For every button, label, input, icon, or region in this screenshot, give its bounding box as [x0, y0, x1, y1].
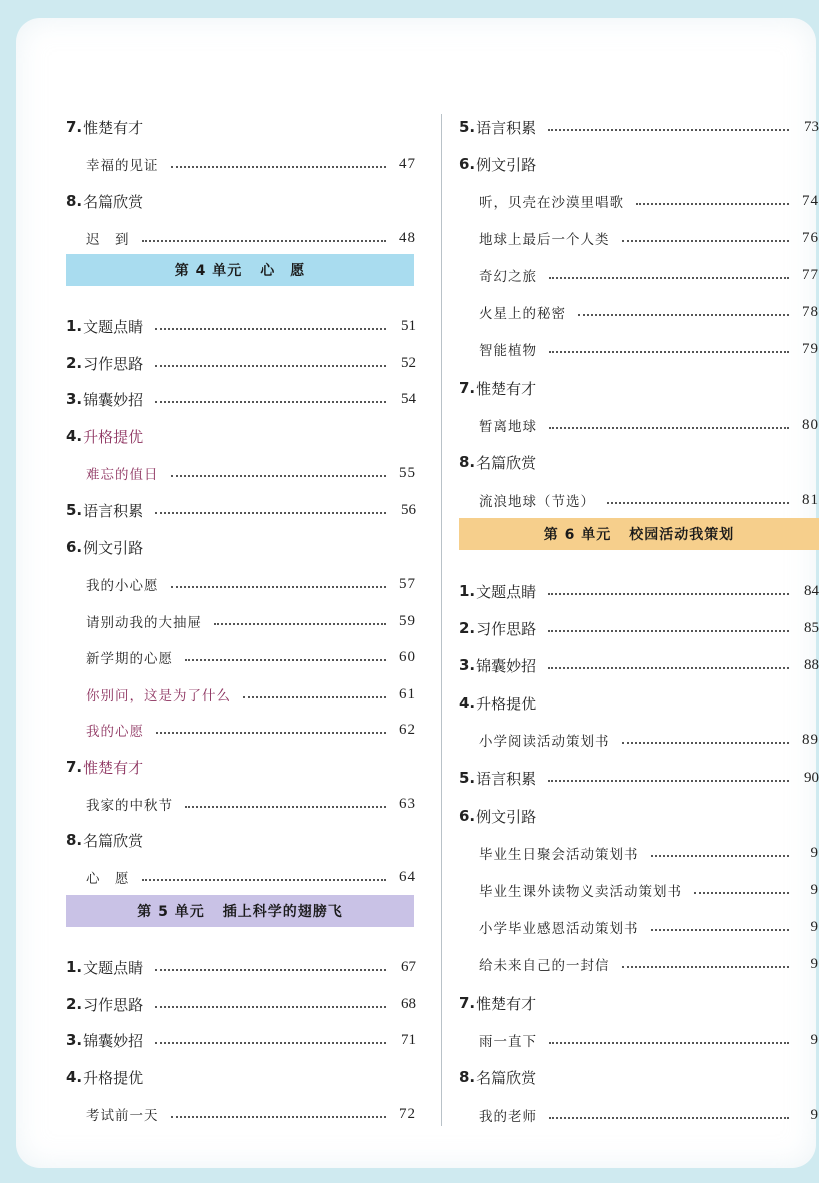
- section-number: 8.: [459, 1068, 476, 1086]
- toc-entry[interactable]: [459, 262, 819, 288]
- entry-title: 地球上最后一个人类: [479, 232, 610, 248]
- toc-entry[interactable]: [459, 487, 819, 513]
- page-number: 85: [804, 619, 819, 636]
- section-title: 文题点睛: [83, 958, 144, 977]
- page-number: 9: [810, 844, 819, 861]
- dot-leader: [636, 203, 789, 205]
- toc-section[interactable]: [66, 386, 416, 412]
- toc-section[interactable]: [459, 1064, 819, 1090]
- section-number: 5.: [459, 118, 476, 136]
- section-title: 文题点睛: [476, 582, 537, 601]
- toc-section[interactable]: [66, 497, 416, 523]
- entry-title: 火星上的秘密: [479, 306, 566, 322]
- page-number: 55: [399, 464, 416, 481]
- unit-title: 校园活动我策划: [629, 527, 735, 543]
- page-number: 9: [810, 881, 819, 898]
- page-number: 73: [804, 118, 819, 135]
- section-number: 8.: [459, 453, 476, 471]
- dot-leader: [155, 401, 386, 403]
- page-number: 84: [804, 582, 819, 599]
- section-title: 锦囊妙招: [476, 656, 537, 675]
- dot-leader: [578, 314, 789, 316]
- section-title: 惟楚有才: [83, 118, 144, 137]
- dot-leader: [549, 1042, 789, 1044]
- toc-entry[interactable]: [66, 608, 416, 634]
- dot-leader: [185, 806, 386, 808]
- entry-title: 难忘的值日: [86, 467, 159, 483]
- section-number: 7.: [66, 118, 83, 136]
- page-number: 80: [802, 416, 819, 433]
- page-number: 79: [802, 340, 819, 357]
- page-number: 64: [399, 868, 416, 885]
- entry-title: 心 愿: [86, 871, 130, 887]
- dot-leader: [651, 929, 790, 931]
- section-title: 锦囊妙招: [83, 1031, 144, 1050]
- toc-page: [16, 18, 819, 1168]
- section-title: 惟楚有才: [476, 994, 537, 1013]
- section-title: 习作思路: [83, 354, 144, 373]
- entry-title: 给未来自己的一封信: [479, 958, 610, 974]
- unit-number: 第 6 单元: [543, 527, 612, 543]
- toc-entry[interactable]: [459, 877, 819, 903]
- entry-title: 流浪地球（节选）: [479, 494, 595, 510]
- toc-section[interactable]: [459, 765, 819, 791]
- unit-banner: [66, 254, 414, 286]
- page-number: 9: [810, 955, 819, 972]
- page-number: 76: [802, 229, 819, 246]
- section-number: 4.: [459, 694, 476, 712]
- toc-section[interactable]: [459, 375, 819, 401]
- section-number: 5.: [459, 769, 476, 787]
- page-number: 88: [804, 656, 819, 673]
- dot-leader: [155, 1006, 386, 1008]
- section-title: 语言积累: [83, 501, 144, 520]
- unit-banner: [459, 518, 819, 550]
- dot-leader: [622, 966, 790, 968]
- section-number: 6.: [459, 807, 476, 825]
- page-number: 72: [399, 1105, 416, 1122]
- section-number: 7.: [459, 379, 476, 397]
- page-number: 51: [401, 317, 416, 334]
- page-number: 89: [802, 731, 819, 748]
- page-number: 9: [810, 918, 819, 935]
- toc-section[interactable]: [459, 449, 819, 475]
- section-title: 语言积累: [476, 769, 537, 788]
- page-number: 52: [401, 354, 416, 371]
- toc-section[interactable]: [66, 350, 416, 376]
- toc-entry[interactable]: [459, 840, 819, 866]
- dot-leader: [548, 667, 789, 669]
- section-number: 6.: [459, 155, 476, 173]
- toc-section[interactable]: [66, 1027, 416, 1053]
- dot-leader: [142, 879, 387, 881]
- page-number: 71: [401, 1031, 416, 1048]
- toc-section[interactable]: [459, 803, 819, 829]
- page-number: 47: [399, 155, 416, 172]
- toc-section[interactable]: [66, 423, 416, 449]
- section-title: 名篇欣赏: [83, 192, 144, 211]
- entry-title: 雨一直下: [479, 1034, 537, 1050]
- toc-section[interactable]: [459, 990, 819, 1016]
- dot-leader: [548, 780, 789, 782]
- toc-entry[interactable]: [459, 225, 819, 251]
- toc-section[interactable]: [66, 754, 416, 780]
- section-number: 7.: [459, 994, 476, 1012]
- toc-entry[interactable]: [66, 1101, 416, 1127]
- toc-entry[interactable]: [66, 791, 416, 817]
- dot-leader: [171, 586, 387, 588]
- dot-leader: [171, 475, 387, 477]
- dot-leader: [549, 1117, 789, 1119]
- dot-leader: [549, 277, 789, 279]
- toc-entry[interactable]: [459, 1102, 819, 1128]
- section-title: 习作思路: [476, 619, 537, 638]
- entry-title: 毕业生日聚会活动策划书: [479, 847, 639, 863]
- toc-entry[interactable]: [459, 727, 819, 753]
- toc-section[interactable]: [459, 151, 819, 177]
- section-title: 惟楚有才: [83, 758, 144, 777]
- toc-entry[interactable]: [459, 336, 819, 362]
- section-number: 8.: [66, 192, 83, 210]
- toc-entry[interactable]: [66, 225, 416, 251]
- unit-number: 第 5 单元: [137, 904, 205, 920]
- dot-leader: [549, 427, 789, 429]
- dot-leader: [185, 659, 386, 661]
- toc-entry[interactable]: [66, 571, 416, 597]
- dot-leader: [142, 240, 387, 242]
- dot-leader: [155, 969, 386, 971]
- dot-leader: [622, 742, 790, 744]
- toc-entry[interactable]: [459, 188, 819, 214]
- entry-title: 毕业生课外读物义卖活动策划书: [479, 884, 682, 900]
- section-title: 名篇欣赏: [476, 453, 537, 472]
- entry-title: 考试前一天: [86, 1108, 159, 1124]
- dot-leader: [548, 630, 789, 632]
- section-number: 3.: [66, 390, 83, 408]
- dot-leader: [156, 732, 386, 734]
- dot-leader: [607, 502, 789, 504]
- section-number: 7.: [66, 758, 83, 776]
- toc-entry[interactable]: [66, 864, 416, 890]
- toc-entry[interactable]: [66, 644, 416, 670]
- page-number: 57: [399, 575, 416, 592]
- entry-title: 我的心愿: [86, 724, 144, 740]
- section-number: 1.: [66, 317, 83, 335]
- toc-section[interactable]: [66, 827, 416, 853]
- toc-entry[interactable]: [459, 412, 819, 438]
- entry-title: 你别问，这是为了什么: [86, 688, 231, 704]
- section-number: 2.: [66, 995, 83, 1013]
- page-number: 48: [399, 229, 416, 246]
- section-title: 升格提优: [83, 1068, 144, 1087]
- dot-leader: [651, 855, 790, 857]
- dot-leader: [548, 593, 789, 595]
- dot-leader: [548, 129, 789, 131]
- entry-title: 小学毕业感恩活动策划书: [479, 921, 639, 937]
- section-number: 3.: [66, 1031, 83, 1049]
- toc-section[interactable]: [459, 652, 819, 678]
- dot-leader: [622, 240, 790, 242]
- toc-entry[interactable]: [66, 460, 416, 486]
- section-number: 2.: [66, 354, 83, 372]
- toc-section[interactable]: [459, 114, 819, 140]
- section-title: 例文引路: [476, 155, 537, 174]
- entry-title: 听，贝壳在沙漠里唱歌: [479, 195, 624, 211]
- entry-title: 请别动我的大抽屉: [86, 615, 202, 631]
- dot-leader: [155, 328, 386, 330]
- section-number: 4.: [66, 427, 83, 445]
- entry-title: 新学期的心愿: [86, 651, 173, 667]
- page-number: 9: [810, 1106, 819, 1123]
- section-title: 名篇欣赏: [476, 1068, 537, 1087]
- page-number: 62: [399, 721, 416, 738]
- section-title: 文题点睛: [83, 317, 144, 336]
- dot-leader: [549, 351, 789, 353]
- page-number: 56: [401, 501, 416, 518]
- toc-section[interactable]: [66, 1064, 416, 1090]
- section-title: 语言积累: [476, 118, 537, 137]
- toc-section[interactable]: [459, 690, 819, 716]
- toc-section[interactable]: [66, 991, 416, 1017]
- toc-entry[interactable]: [66, 681, 416, 707]
- section-title: 名篇欣赏: [83, 831, 144, 850]
- section-title: 锦囊妙招: [83, 390, 144, 409]
- section-title: 升格提优: [476, 694, 537, 713]
- page-number: 81: [802, 491, 819, 508]
- toc-section[interactable]: [66, 313, 416, 339]
- dot-leader: [155, 512, 386, 514]
- entry-title: 智能植物: [479, 343, 537, 359]
- page-number: 78: [802, 303, 819, 320]
- section-number: 6.: [66, 538, 83, 556]
- unit-number: 第 4 单元: [174, 263, 243, 279]
- page-number: 9: [810, 1031, 819, 1048]
- dot-leader: [155, 365, 386, 367]
- section-number: 3.: [459, 656, 476, 674]
- dot-leader: [694, 892, 789, 894]
- toc-entry[interactable]: [459, 1027, 819, 1053]
- section-number: 5.: [66, 501, 83, 519]
- toc-section[interactable]: [459, 578, 819, 604]
- dot-leader: [214, 623, 386, 625]
- unit-title: 插上科学的翅膀飞: [222, 904, 343, 920]
- unit-title: 心 愿: [260, 263, 306, 279]
- page-number: 77: [802, 266, 819, 283]
- page-number: 59: [399, 612, 416, 629]
- toc-entry[interactable]: [459, 299, 819, 325]
- section-number: 1.: [459, 582, 476, 600]
- toc-entry[interactable]: [459, 914, 819, 940]
- toc-section[interactable]: [66, 534, 416, 560]
- column-divider: [441, 114, 442, 1126]
- section-title: 习作思路: [83, 995, 144, 1014]
- section-number: 8.: [66, 831, 83, 849]
- entry-title: 幸福的见证: [86, 158, 159, 174]
- section-title: 惟楚有才: [476, 379, 537, 398]
- toc-entry[interactable]: [66, 151, 416, 177]
- toc-entry[interactable]: [459, 951, 819, 977]
- page-number: 68: [401, 995, 416, 1012]
- section-title: 例文引路: [476, 807, 537, 826]
- toc-section[interactable]: [66, 188, 416, 214]
- page-number: 60: [399, 648, 416, 665]
- section-number: 2.: [459, 619, 476, 637]
- page-number: 61: [399, 685, 416, 702]
- section-number: 4.: [66, 1068, 83, 1086]
- page-number: 67: [401, 958, 416, 975]
- entry-title: 我家的中秋节: [86, 798, 173, 814]
- page-number: 63: [399, 795, 416, 812]
- entry-title: 我的老师: [479, 1109, 537, 1125]
- toc-section[interactable]: [459, 615, 819, 641]
- page-number: 74: [802, 192, 819, 209]
- toc-section[interactable]: [66, 114, 416, 140]
- entry-title: 奇幻之旅: [479, 269, 537, 285]
- section-title: 升格提优: [83, 427, 144, 446]
- entry-title: 迟 到: [86, 232, 130, 248]
- toc-entry[interactable]: [66, 717, 416, 743]
- dot-leader: [171, 166, 387, 168]
- page-number: 54: [401, 390, 416, 407]
- dot-leader: [171, 1116, 387, 1118]
- entry-title: 我的小心愿: [86, 578, 159, 594]
- dot-leader: [243, 696, 386, 698]
- page-number: 90: [804, 769, 819, 786]
- entry-title: 小学阅读活动策划书: [479, 734, 610, 750]
- entry-title: 暂离地球: [479, 419, 537, 435]
- section-title: 例文引路: [83, 538, 144, 557]
- unit-banner: [66, 895, 414, 927]
- dot-leader: [155, 1042, 386, 1044]
- section-number: 1.: [66, 958, 83, 976]
- toc-section[interactable]: [66, 954, 416, 980]
